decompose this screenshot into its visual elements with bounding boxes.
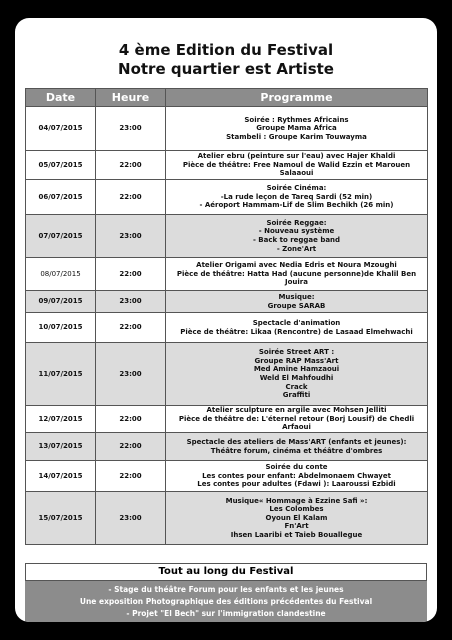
row-programme <box>166 433 428 461</box>
row-date: 08/07/2015 <box>26 258 96 291</box>
programme-line: Soirée Street ART : <box>258 348 335 357</box>
row-date: 09/07/2015 <box>26 291 96 313</box>
programme-line: Pièce de théâtre: Hatta Had (aucune personne)de Khalil Ben Jouira <box>176 269 417 287</box>
programme-line: - Zone'Art <box>276 244 317 253</box>
programme-line: Groupe Mama Africa <box>256 124 337 133</box>
row-time: 22:00 <box>96 406 166 433</box>
header-programme: Programme <box>166 89 428 107</box>
row-date: 05/07/2015 <box>26 151 96 180</box>
row-time: 23:00 <box>96 492 166 545</box>
all-festival-line: Une exposition Photographique des éditions précédentes du Festival <box>79 597 373 606</box>
table-row <box>26 215 428 258</box>
programme-line: Ihsen Laaribi et Taieb Bouallegue <box>230 530 363 539</box>
programme-line: Groupe RAP Mass'Art <box>254 356 339 365</box>
row-time: 22:00 <box>96 258 166 291</box>
row-programme <box>166 461 428 492</box>
table-row <box>26 433 428 461</box>
row-date: 15/07/2015 <box>26 492 96 545</box>
header-heure: Heure <box>96 89 166 107</box>
programme-line: Les contes pour adultes (Fdawi ): Laaroussi Ezbidi <box>197 480 396 489</box>
programme-line: Spectacle d'animation <box>252 318 341 327</box>
row-date: 04/07/2015 <box>26 107 96 151</box>
row-programme <box>166 107 428 151</box>
all-festival-box <box>25 581 427 622</box>
programme-line: Spectacle des ateliers de Mass'ART (enfants et jeunes): <box>186 437 407 446</box>
programme-line: Soirée Reggae: <box>266 218 327 227</box>
row-programme <box>166 180 428 215</box>
row-date: 14/07/2015 <box>26 461 96 492</box>
programme-line: Atelier Origami avec Nedia Edris et Noura Mzoughi <box>196 261 397 270</box>
row-time: 23:00 <box>96 107 166 151</box>
table-row <box>26 151 428 180</box>
programme-line: Groupe SARAB <box>267 301 326 310</box>
programme-line: Weld El Mahfoudhi <box>259 374 334 382</box>
row-date: 13/07/2015 <box>26 433 96 461</box>
row-date: 11/07/2015 <box>26 343 96 406</box>
row-programme <box>166 215 428 258</box>
table-row <box>26 343 428 406</box>
row-programme <box>166 343 428 406</box>
table-row <box>26 180 428 215</box>
programme-line: Les Colombes <box>269 505 324 514</box>
programme-line: - Nouveau système <box>258 227 335 236</box>
programme-line: Fn'Art <box>284 522 309 531</box>
table-row <box>26 258 428 291</box>
row-programme <box>166 151 428 180</box>
festival-subtitle: Notre quartier est Artiste <box>118 60 334 78</box>
row-programme <box>166 291 428 313</box>
programme-line: Les contes pour enfant: Abdelmonaem Chwayet <box>202 471 391 480</box>
row-programme <box>166 258 428 291</box>
programme-line: -La rude leçon de Tareq Sardi (52 min) <box>220 192 373 201</box>
all-festival-title: Tout au long du Festival <box>25 563 427 581</box>
row-time: 22:00 <box>96 433 166 461</box>
row-time: 23:00 <box>96 343 166 406</box>
row-time: 23:00 <box>96 215 166 258</box>
row-time: 22:00 <box>96 461 166 492</box>
row-time: 22:00 <box>96 151 166 180</box>
row-date: 07/07/2015 <box>26 215 96 258</box>
all-festival-line: - Stage du théâtre Forum pour les enfants et les jeunes <box>108 585 344 594</box>
programme-line: Atelier sculpture en argile avec Mohsen Jelliti <box>206 406 387 415</box>
poster-sheet <box>15 18 437 622</box>
row-time: 22:00 <box>96 180 166 215</box>
row-time: 23:00 <box>96 291 166 313</box>
row-programme <box>166 492 428 545</box>
program-table <box>25 88 428 545</box>
programme-line: - Aéroport Hammam-Lif de Slim Bechikh (26 min) <box>199 201 394 210</box>
festival-title: 4 ème Edition du Festival <box>118 41 334 59</box>
all-festival-line: - Projet "El Bech" sur l'immigration clandestine <box>126 609 326 618</box>
programme-line: Med Amine Hamzaoui <box>253 365 340 374</box>
row-date: 06/07/2015 <box>26 180 96 215</box>
programme-line: Atelier ebru (peinture sur l'eau) avec Hajer Khaldi <box>197 152 396 161</box>
programme-line: Pièce de théâtre: Free Namoul de Walid Ezzin et Marouen Salaaoui <box>182 160 411 178</box>
programme-line: Soirée Cinéma: <box>266 184 327 193</box>
programme-line: - Back to reggae band <box>252 236 341 244</box>
table-row <box>26 291 428 313</box>
row-date: 10/07/2015 <box>26 313 96 343</box>
row-time: 22:00 <box>96 313 166 343</box>
table-row <box>26 406 428 433</box>
programme-line: Oyoun El Kalam <box>265 513 328 522</box>
programme-line: Musique: <box>278 292 315 301</box>
table-header-row <box>26 89 428 107</box>
programme-line: Pièce de théâtre: Likaa (Rencontre) de Lasaad Elmehwachi <box>180 327 413 336</box>
programme-line: Graffiti <box>282 391 311 400</box>
program-body <box>26 107 428 545</box>
programme-line: Soirée : Rythmes Africains <box>244 115 349 124</box>
table-row <box>26 492 428 545</box>
row-programme <box>166 313 428 343</box>
row-date: 12/07/2015 <box>26 406 96 433</box>
row-programme <box>166 406 428 433</box>
programme-line: Théâtre forum, cinéma et théâtre d'ombres <box>210 446 383 455</box>
header-date: Date <box>26 89 96 107</box>
table-row <box>26 461 428 492</box>
programme-line: Stambeli : Groupe Karim Touwayma <box>226 132 367 141</box>
table-row <box>26 107 428 151</box>
table-row <box>26 313 428 343</box>
programme-line: Soirée du conte <box>265 463 328 472</box>
programme-line: Pièce de théâtre de: L'éternel retour (Borj Lousif) de Chedli Arfaoui <box>178 414 415 432</box>
programme-line: Crack <box>285 382 308 391</box>
programme-line: Musique« Hommage à Ezzine Safi »: <box>225 496 368 505</box>
